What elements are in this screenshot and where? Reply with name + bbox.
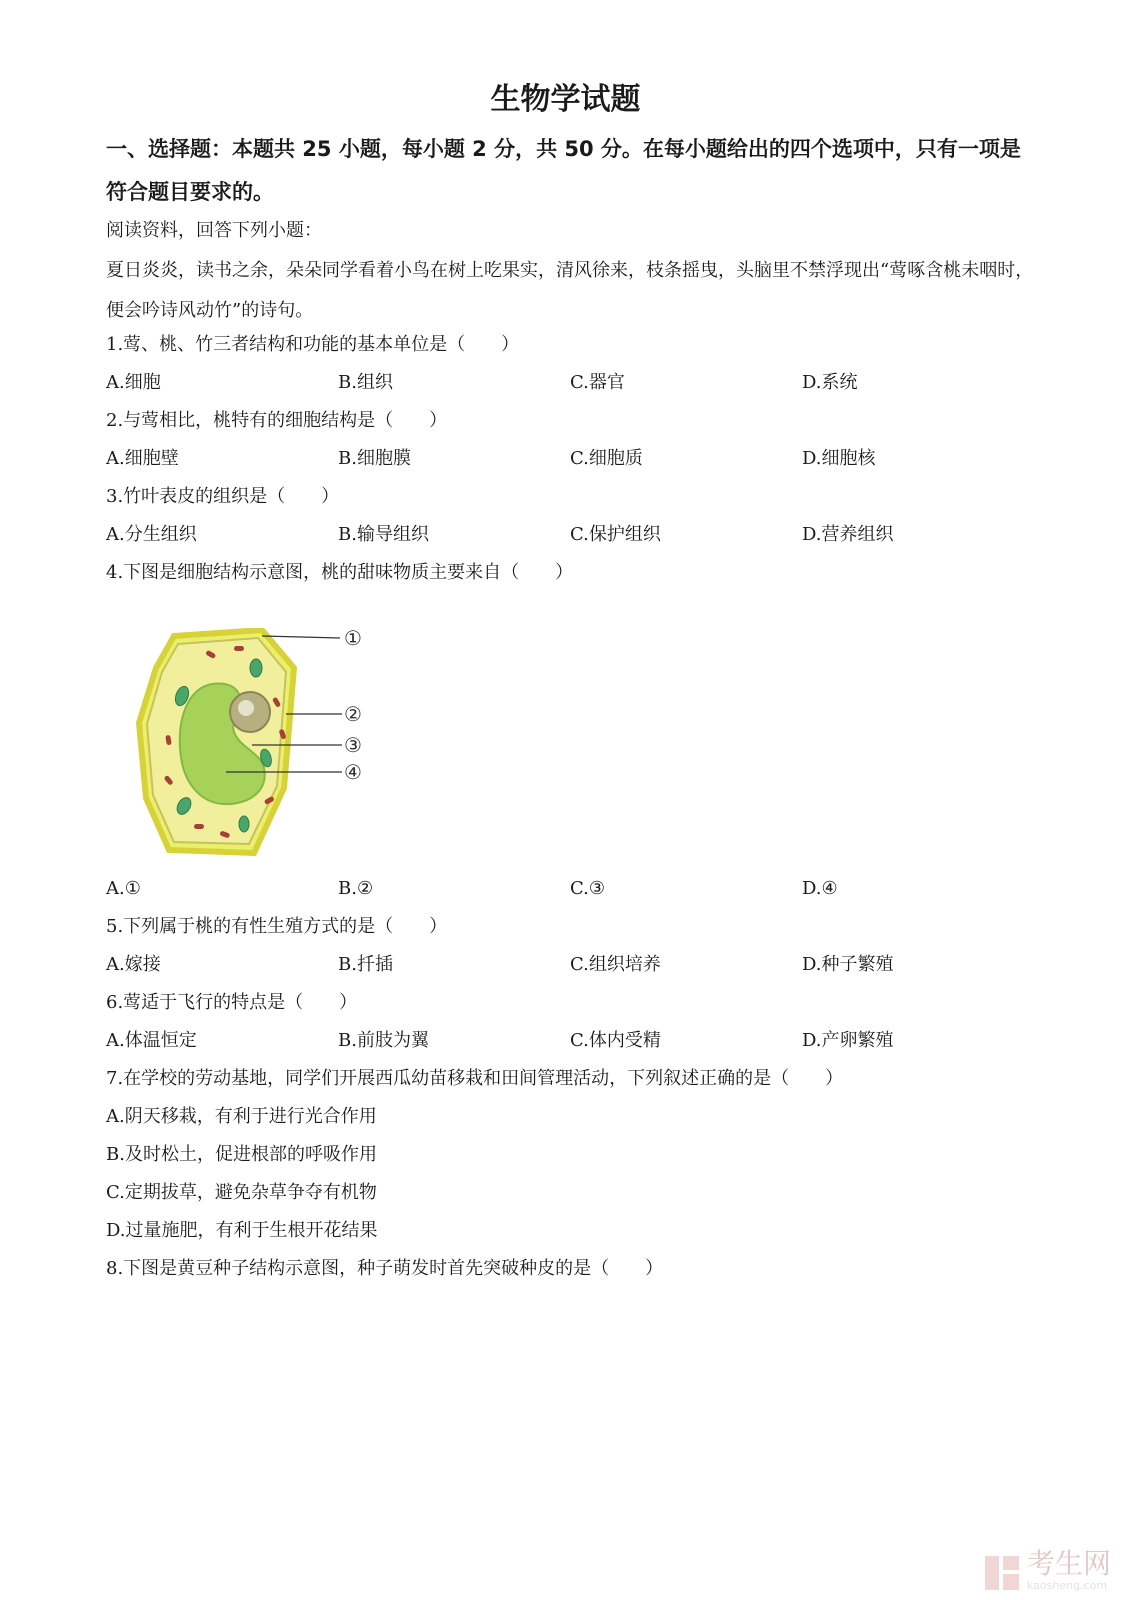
option-b: B.组织	[338, 372, 393, 393]
option-b: B.及时松土，促进根部的呼吸作用	[106, 1144, 377, 1165]
option-a: A.分生组织	[106, 524, 197, 545]
figure-label-1: ①	[344, 628, 362, 650]
option-d: D.营养组织	[802, 524, 894, 545]
option-b: B.扦插	[338, 954, 393, 975]
question-stem: 7.在学校的劳动基地，同学们开展西瓜幼苗移栽和田间管理活动，下列叙述正确的是（ ）	[106, 1068, 844, 1089]
option-c: C.器官	[570, 372, 625, 393]
option-c: C.保护组织	[570, 524, 661, 545]
option-d: D.细胞核	[802, 448, 876, 469]
page-title: 生物学试题	[490, 82, 641, 117]
option-d: D.种子繁殖	[802, 954, 894, 975]
option-a: A.体温恒定	[106, 1030, 197, 1051]
option-c: C.③	[570, 878, 605, 899]
watermark-name: 考生网	[1026, 1547, 1111, 1580]
option-d: D.系统	[802, 372, 858, 393]
option-a: A.细胞	[106, 372, 161, 393]
reading-intro: 阅读资料，回答下列小题：	[106, 220, 322, 241]
kaosheng-logo-icon	[983, 1554, 1021, 1592]
question-stem: 5.下列属于桃的有性生殖方式的是（ ）	[106, 916, 448, 937]
section-heading: 一、选择题：本题共 25 小题，每小题 2 分，共 50 分。在每小题给出的四个选项中，只有一项是符合题目要求的。	[106, 137, 1021, 204]
reading-passage: 夏日炎炎，读书之余，朵朵同学看着小鸟在树上吃果实，清风徐来，枝条摇曳，头脑里不禁浮现出“莺啄含桃未咽时，便会吟诗风动竹”的诗句。	[106, 260, 1034, 321]
option-b: B.前肢为翼	[338, 1030, 429, 1051]
watermark	[983, 1549, 1111, 1592]
option-d: D.过量施肥，有利于生根开花结果	[106, 1220, 378, 1241]
option-c: C.细胞质	[570, 448, 643, 469]
question-stem: 8.下图是黄豆种子结构示意图，种子萌发时首先突破种皮的是（ ）	[106, 1258, 664, 1279]
figure-label-3: ③	[344, 733, 362, 757]
option-b: B.输导组织	[338, 524, 429, 545]
option-c: C.定期拔草，避免杂草争夺有机物	[106, 1182, 377, 1203]
option-a: A.①	[106, 878, 141, 899]
question-stem: 3.竹叶表皮的组织是（ ）	[106, 486, 340, 507]
figure-label-2: ②	[344, 702, 362, 726]
option-c: C.体内受精	[570, 1030, 661, 1051]
watermark-url: kaosheng.com	[1026, 1579, 1108, 1592]
option-b: B.②	[338, 878, 374, 899]
option-b: B.细胞膜	[338, 448, 411, 469]
question-stem: 6.莺适于飞行的特点是（ ）	[106, 992, 358, 1013]
plant-cell-diagram	[134, 628, 394, 868]
figure-label-4: ④	[344, 760, 362, 784]
option-d: D.产卵繁殖	[802, 1030, 894, 1051]
option-c: C.组织培养	[570, 954, 661, 975]
question-stem: 4.下图是细胞结构示意图，桃的甜味物质主要来自（ ）	[106, 562, 574, 583]
option-d: D.④	[802, 878, 838, 899]
question-stem: 2.与莺相比，桃特有的细胞结构是（ ）	[106, 410, 448, 431]
option-a: A.细胞壁	[106, 448, 179, 469]
option-a: A.嫁接	[106, 954, 161, 975]
option-a: A.阴天移栽，有利于进行光合作用	[106, 1106, 377, 1127]
question-stem: 1.莺、桃、竹三者结构和功能的基本单位是（ ）	[106, 334, 520, 355]
